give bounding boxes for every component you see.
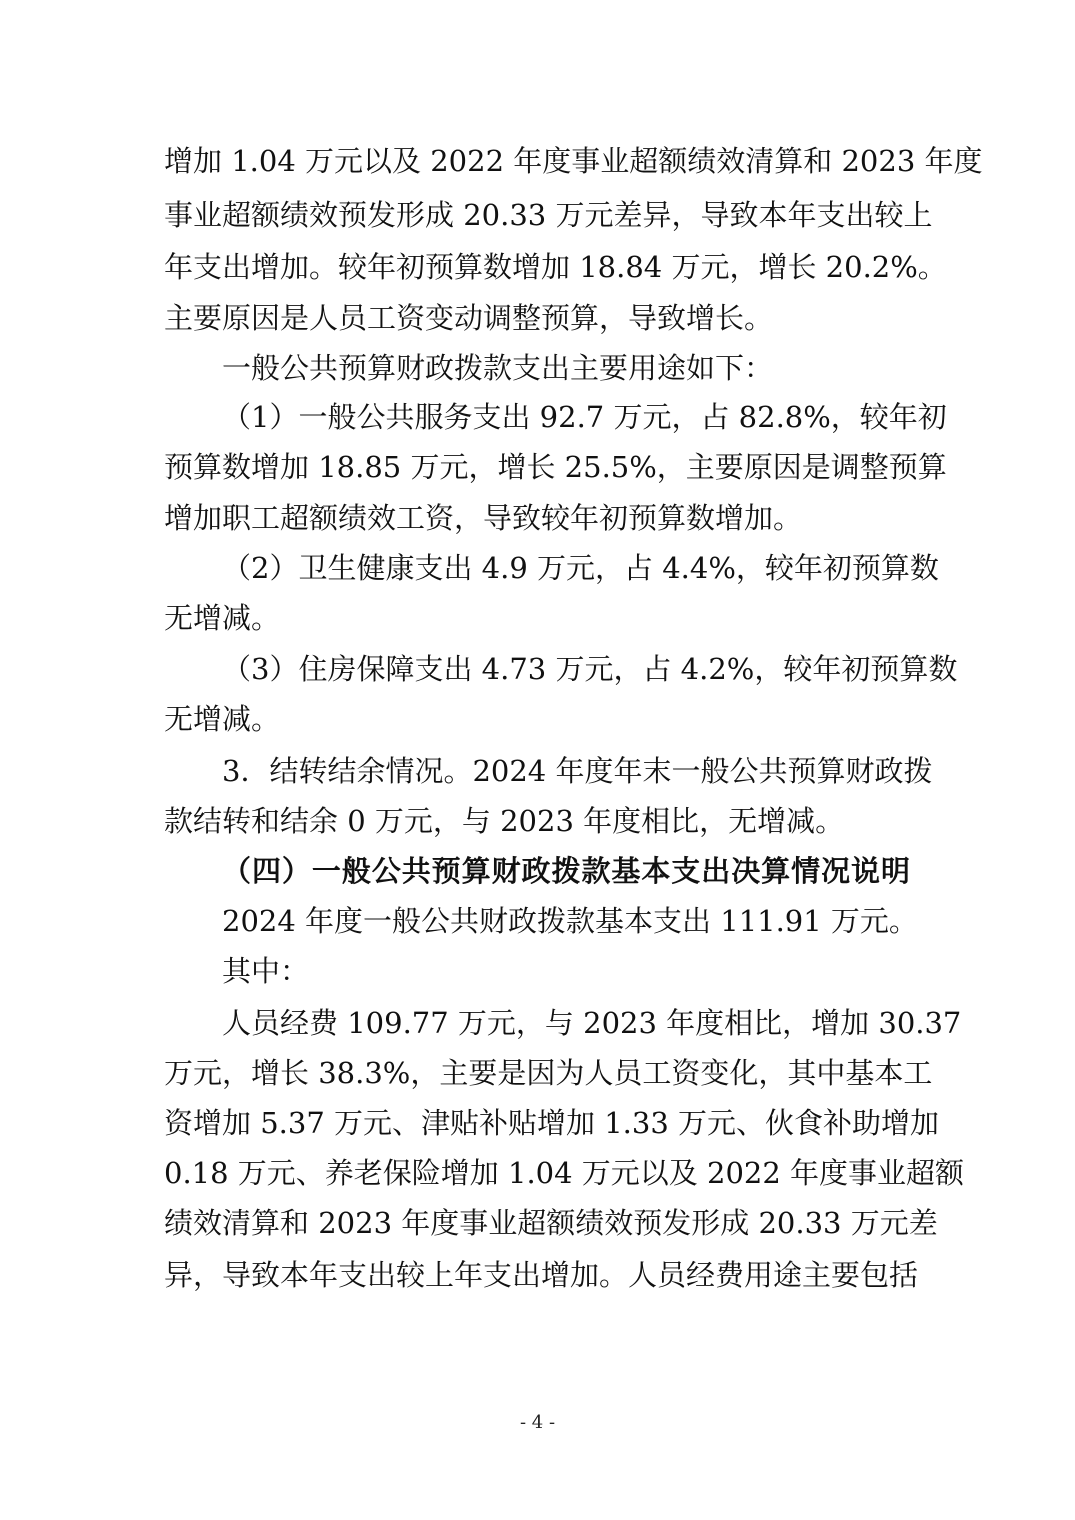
text-line-6: （1）一般公共服务支出 92.7 万元，占 82.8%，较年初 bbox=[222, 400, 947, 434]
text-line-8: 增加职工超额绩效工资，导致较年初预算数增加。 bbox=[164, 501, 803, 535]
text-line-16: 2024 年度一般公共财政拨款基本支出 111.91 万元。 bbox=[222, 904, 918, 938]
text-line-19: 万元，增长 38.3%，主要是因为人员工资变化，其中基本工 bbox=[164, 1056, 933, 1090]
text-line-7: 预算数增加 18.85 万元，增长 25.5%，主要原因是调整预算 bbox=[164, 450, 947, 484]
text-line-9: （2）卫生健康支出 4.9 万元，占 4.4%，较年初预算数 bbox=[222, 551, 939, 585]
text-line-1: 增加 1.04 万元以及 2022 年度事业超额绩效清算和 2023 年度 bbox=[164, 144, 983, 178]
text-line-10: 无增减。 bbox=[164, 601, 281, 635]
text-line-3: 年支出增加。较年初预算数增加 18.84 万元，增长 20.2%。 bbox=[164, 250, 947, 284]
text-line-4: 主要原因是人员工资变动调整预算，导致增长。 bbox=[164, 301, 774, 335]
text-line-2: 事业超额绩效预发形成 20.33 万元差异，导致本年支出较上 bbox=[164, 198, 933, 232]
text-line-14: 款结转和结余 0 万元，与 2023 年度相比，无增减。 bbox=[164, 804, 845, 838]
text-line-18: 人员经费 109.77 万元，与 2023 年度相比，增加 30.37 bbox=[222, 1006, 962, 1040]
text-line-20: 资增加 5.37 万元、津贴补贴增加 1.33 万元、伙食补助增加 bbox=[164, 1106, 940, 1140]
text-line-13: 3．结转结余情况。2024 年度年末一般公共预算财政拨 bbox=[222, 754, 933, 788]
text-line-5: 一般公共预算财政拨款支出主要用途如下： bbox=[222, 351, 774, 385]
section-heading: （四）一般公共预算财政拨款基本支出决算情况说明 bbox=[222, 854, 910, 888]
page-number: - 4 - bbox=[519, 1412, 556, 1433]
text-line-22: 绩效清算和 2023 年度事业超额绩效预发形成 20.33 万元差 bbox=[164, 1206, 938, 1240]
text-line-12: 无增减。 bbox=[164, 702, 281, 736]
text-line-17: 其中： bbox=[222, 954, 310, 988]
text-line-21: 0.18 万元、养老保险增加 1.04 万元以及 2022 年度事业超额 bbox=[164, 1156, 965, 1190]
text-line-23: 异，导致本年支出较上年支出增加。人员经费用途主要包括 bbox=[164, 1258, 919, 1292]
text-line-11: （3）住房保障支出 4.73 万元，占 4.2%，较年初预算数 bbox=[222, 652, 958, 686]
